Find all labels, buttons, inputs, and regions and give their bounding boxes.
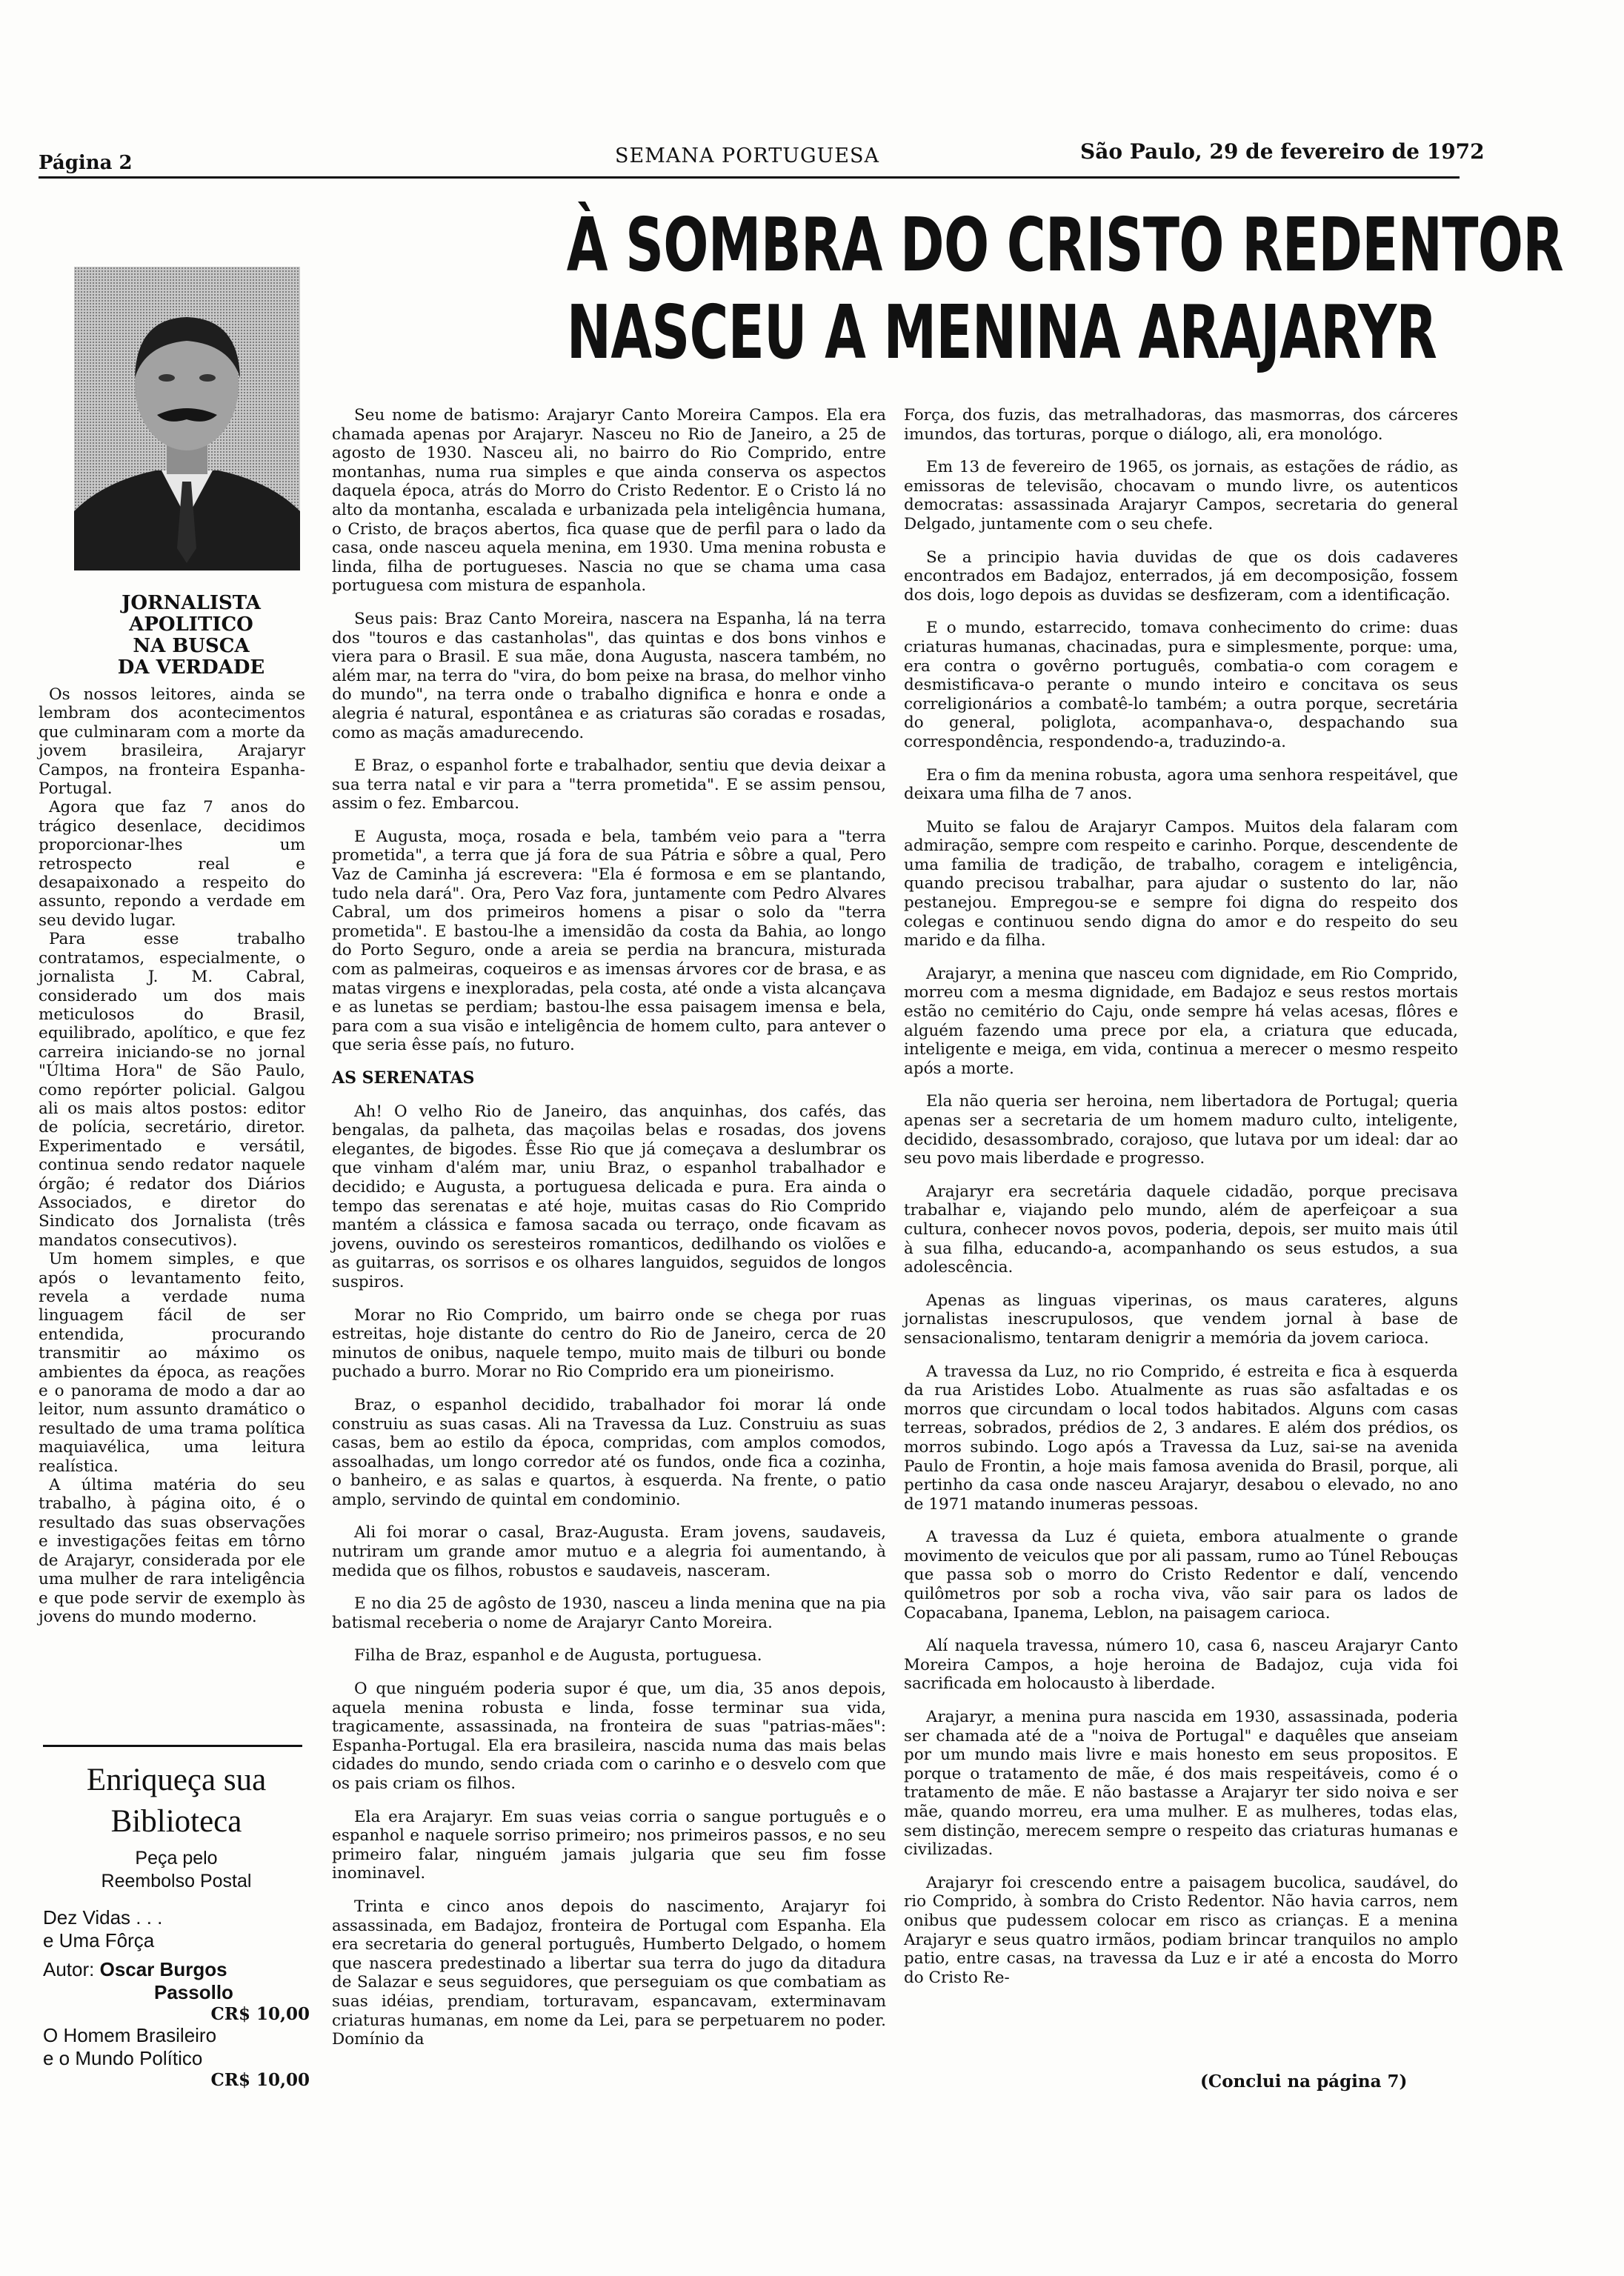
journalist-photo <box>74 267 300 570</box>
article-paragraph: Arajaryr, a menina que nasceu com dignidade, em Rio Comprido, morreu com a mesma dignidade, em Badajoz e seus restos mortais estão no cemitério do Caju, onde sempre há velas acesas, flôres e alguém fazendo uma prece por ela, a criatura que educada, inteligente e meiga, em vida, continua a merecer o mesmo respeito após a morte. <box>904 964 1458 1078</box>
sidebar-paragraph: Um homem simples, e que após o levantamento feito, revela a verdade numa linguagem fácil de ser entendida, procurando transmitir ao máximo os ambientes da época, as reações e o panorama de modo a dar ao leitor, num assunto dramático o resultado de uma trama política maquiavélica, uma leitura realística. <box>39 1250 305 1476</box>
article-paragraph: Alí naquela travessa, número 10, casa 6, nasceu Arajaryr Canto Moreira Campos, a hoje heroina de Badajoz, cuja vida foi sacrificada em holocausto à liberdade. <box>904 1637 1458 1694</box>
article-paragraph: Filha de Braz, espanhol e de Augusta, portuguesa. <box>354 1646 762 1666</box>
article-paragraph: Força, dos fuzis, das metralhadoras, das masmorras, dos cárceres imundos, das torturas, porque o diálogo, ali, era monológo. <box>904 406 1458 444</box>
article-paragraph: Ah! O velho Rio de Janeiro, das anquinhas, dos cafés, das bengalas, da palheta, das maçoilas belas e rosadas, dos jovens elegantes, de bigodes. Êsse Rio que já começava a deslumbrar os que vinham d'além mar, uniu Braz, o espanhol trabalhador e decidido; e Augusta, a portuguesa delicada e pura. Era ainda o tempo das serenatas e até hoje, muitas casas do Rio Comprido mantém a clássica e famosa sacada ou terraço, onde ficavam as jovens, ouvindo os seresteiros romanticos, dedilhando os violões e as guitarras, os sorrisos e os olhares languidos, seguidos de longos suspiros. <box>332 1102 886 1291</box>
sidebar-rule <box>43 1745 302 1747</box>
author-name: Oscar Burgos <box>99 1958 227 1980</box>
book-1-title: e Uma Fôrça <box>43 1929 155 1951</box>
ad-title-line: Enriqueça sua <box>86 1763 267 1797</box>
page-number: Página 2 <box>39 152 133 174</box>
ad-title <box>43 1760 310 1843</box>
sidebar-text <box>39 685 305 1626</box>
book-2-title: O Homem Brasileiro <box>43 2024 217 2046</box>
book-advertisement <box>43 1760 310 2090</box>
sidebar-heading-line: JORNALISTA <box>122 592 261 614</box>
sidebar-paragraph: Os nossos leitores, ainda se lembram dos acontecimentos que culminaram com a morte da jovem brasileira, Arajaryr Campos, na fronteira Espanha-Portugal. <box>39 685 305 799</box>
section-subhead: AS SERENATAS <box>332 1068 475 1088</box>
sidebar-heading-line: DA VERDADE <box>117 656 265 679</box>
book-1-title: Dez Vidas . . . <box>43 1906 163 1929</box>
headline-line-2: NASCEU A MENINA ARAJARYR <box>566 289 1437 376</box>
article-paragraph: A travessa da Luz é quieta, embora atualmente o grande movimento de veiculos que por ali passam, rumo ao Túnel Rebouças que passa sob o morro do Cristo Redentor e dalí, vencendo quilômetros por sob a rocha viva, vão sair para os lados de Copacabana, Ipanema, Leblon, na paisagem carioca. <box>904 1528 1458 1623</box>
header-rule <box>39 176 1460 179</box>
article-paragraph: Apenas as linguas viperinas, os maus carateres, alguns jornalistas inescrupulosos, que vendem jornal à base de sensacionalismo, tentaram denigrir a memória da jovem carioca. <box>904 1291 1458 1348</box>
headline-line-1: À SOMBRA DO CRISTO REDENTOR <box>566 202 1563 288</box>
book-author <box>43 1958 310 1981</box>
article-paragraph: Arajaryr foi crescendo entre a paisagem bucolica, saudável, do rio Comprido, à sombra do Cristo Redentor. Não havia carros, nem onibus que pudessem colocar em risco as crianças. E a menina Arajaryr e seus quatro irmãos, podiam brincar tranquilos no amplo patio, entre casas, na travessa da Luz e ir até a encosta do Morro do Cristo Re- <box>904 1873 1458 1987</box>
book-2-title: e o Mundo Político <box>43 2047 203 2069</box>
article-paragraph: Em 13 de fevereiro de 1965, os jornais, as estações de rádio, as emissoras de televisão, chocavam o mundo livre, os autenticos democratas: assassinada Arajaryr Campos, secretaria do general Delgado, juntamente com o seu chefe. <box>904 458 1458 533</box>
article-paragraph: Muito se falou de Arajaryr Campos. Muitos dela falaram com admiração, sempre com respeito e carinho. Porque, descendente de uma familia de tradição, de trabalho, coragem e inteligência, quando precisou trabalhar, para ajudar o sustento do lar, não pestanejou. Empregou-se e sempre foi digna do respeito dos colegas e continuou sendo digna do amor e do respeito do seu marido e da filha. <box>904 817 1458 951</box>
headline <box>566 202 1563 376</box>
continuation-note: (Conclui na página 7) <box>1200 2072 1408 2092</box>
article-column-1 <box>332 406 886 2063</box>
article-paragraph: A travessa da Luz, no rio Comprido, é estreita e fica à esquerda da rua Aristides Lobo. Atualmente as ruas são asfaltadas e os morros que circundam o local todos habitados. Alguns com casas terreas, sobrados, prédios de 2, 3 andares. E além dos prédios, os morros subindo. Logo após a Travessa da Luz, sai-se na avenida Paulo de Frontin, a hoje mais famosa avenida do Brasil, porque, ali pertinho da casa onde nasceu Arajaryr, desabou o elevado, no ano de 1971 matando inumeras pessoas. <box>904 1362 1458 1514</box>
article-paragraph: Ela era Arajaryr. Em suas veias corria o sangue português e o espanhol e naquele sorriso primeiro; nos primeiros passos, e no seu primeiro falar, ninguém jamais julgaria que seu fim fosse inominavel. <box>332 1807 886 1883</box>
article-paragraph: Morar no Rio Comprido, um bairro onde se chega por ruas estreitas, hoje distante do centro do Rio de Janeiro, cerca de 20 minutos de onibus, naquele tempo, muito mais de tilburi ou bonde puchado a burro. Morar no Rio Comprido era um pioneirismo. <box>332 1305 886 1382</box>
sidebar-heading-line: NA BUSCA <box>133 635 250 657</box>
sidebar-paragraph: Para esse trabalho contratamos, especialmente, o jornalista J. M. Cabral, considerado um dos mais meticulosos do Brasil, equilibrado, apolítico, e que fez carreira iniciando-se no jornal "Última Hora" de São Paulo, como repórter policial. Galgou ali os mais altos postos: editor de polícia, secretário, diretor. Experimentado e versátil, continua sendo redator naquele órgão; é redator dos Diários Associados, e diretor do Sindicato dos Jornalista (três mandatos consecutivos). <box>39 930 305 1250</box>
article-paragraph: Era o fim da menina robusta, agora uma senhora respeitável, que deixara uma filha de 7 anos. <box>904 765 1458 804</box>
article-paragraph: E Augusta, moça, rosada e bela, também veio para a "terra prometida", a terra que já fora de sua Pátria e sôbre a qual, Pero Vaz de Caminha já escrevera: "Ela é formosa e em se plantando, tudo nela dará". Ora, Pero Vaz fora, juntamente com Pedro Alvares Cabral, um dos primeiros homens a pisar o solo da "terra prometida". E bastou-lhe a imensidão da costa da Bahia, ao longo do Porto Seguro, onde a areia se perdia na brancura, misturada com as palmeiras, coqueiros e as imensas árvores cor de brasa, e as matas virgens e inexploradas, pela costa, até onde a vista alcançava e as lunetas se perdiam; bastou-lhe essa paisagem imensa e bela, para com a sua visão e inteligência de homem culto, para antever o que seria êsse país, no futuro. <box>332 827 886 1055</box>
issue-date: São Paulo, 29 de fevereiro de 1972 <box>1080 139 1485 164</box>
article-paragraph: E o mundo, estarrecido, tomava conhecimento do crime: duas criaturas humanas, chacinadas, pura e simplesmente, porque: uma, era contra o govêrno português, combatia-o com coragem e desmistificava-o perante o mundo inteiro e concitava os seus correligionários a combatê-lo também; a outra porque, secretária do general, poliglota, acompanhava-o, despachando sua correspondência, respondendo-a, traduzindo-a. <box>904 619 1458 751</box>
newspaper-name: SEMANA PORTUGUESA <box>615 144 880 167</box>
sidebar-heading-line: APOLITICO <box>129 613 253 636</box>
sidebar-paragraph: A última matéria do seu trabalho, à página oito, é o resultado das suas observações e investigações feitas em tôrno de Arajaryr, considerada por ele uma mulher de rara inteligência e que pode servir de exemplo às jovens do mundo moderno. <box>39 1476 305 1626</box>
ad-subtitle-line: Peça pelo <box>135 1848 218 1869</box>
article-paragraph: Seus pais: Braz Canto Moreira, nascera na Espanha, lá na terra dos "touros e das castanholas", das quintas e dos bons vinhos e viera para o Brasil. E sua mãe, dona Augusta, nascera também, no além mar, na terra do "vira, do bom peixe na brasa, do melhor vinho do mundo", na terra onde o trabalho dignifica e honra e onde a alegria é natural, espontânea e as criaturas são coradas e rosadas, como as maçãs amadurecendo. <box>332 609 886 742</box>
author-name: Passollo <box>154 1981 233 2003</box>
ad-title-line: Biblioteca <box>110 1804 242 1839</box>
article-paragraph: Braz, o espanhol decidido, trabalhador foi morar lá onde construiu as suas casas. Ali na Travessa da Luz. Construiu as suas casas, bem ao estilo da época, compridas, com amplos comodos, assoalhadas, um longo corredor até os fundos, onde fica a cozinha, o banheiro, e as salas e quartos, à esquerda. Na frente, o patio amplo, servindo de quintal em condominio. <box>332 1395 886 1509</box>
article-paragraph: E Braz, o espanhol forte e trabalhador, sentiu que devia deixar a sua terra natal e vir para a "terra prometida". E se assim pensou, assim o fez. Embarcou. <box>332 756 886 813</box>
article-paragraph: O que ninguém poderia supor é que, um dia, 35 anos depois, aquela menina robusta e linda, fosse terminar sua vida, tragicamente, assassinada, na fronteira de suas "patrias-mães": Espanha-Portugal. Ela era brasileira, nascida numa das mais belas cidades do mundo, sendo criada com o carinho e o desvelo com que os pais criam os filhos. <box>332 1680 886 1793</box>
article-paragraph: Ela não queria ser heroina, nem libertadora de Portugal; queria apenas ser a secretaria de um homem maduro culto, inteligente, decidido, desassombrado, corajoso, que lutava por um ideal: dar ao seu povo mais liberdade e progresso. <box>904 1092 1458 1168</box>
article-paragraph: Se a principio havia duvidas de que os dois cadaveres encontrados em Badajoz, enterrados, já em decomposição, fossem dos dois, logo depois as duvidas se desfizeram, com a identificação. <box>904 548 1458 605</box>
sidebar-heading <box>65 593 317 679</box>
ad-subtitle-line: Reembolso Postal <box>101 1871 252 1891</box>
book-2-price: CR$ 10,00 <box>210 2070 310 2090</box>
author-label: Autor: <box>43 1958 95 1980</box>
article-paragraph: Arajaryr era secretária daquele cidadão, porque precisava trabalhar e, viajando pelo mundo, além de aperfeiçoar a sua cultura, conhecer novos povos, poderia, depois, ser muito mais útil à sua filha, educando-a, acompanhando os seus estudos, a sua adolescência. <box>904 1182 1458 1277</box>
article-column-2 <box>904 406 1458 2001</box>
article-paragraph: Arajaryr, a menina pura nascida em 1930, assassinada, poderia ser chamada até de a "noiva de Portugal" e daquêles que anseiam por um mundo mais livre e mais honesto em seus propositos. E porque o tratamento de mãe, é dos mais respeitáveis, como é o tratamento de mãe. E não bastasse a Arajaryr ter sido noiva e ser mãe, quando morreu, era uma mulher. E as mulheres, todas elas, sem distinção, merecem sempre o respeito das criaturas humanas e civilizadas. <box>904 1708 1458 1860</box>
article-paragraph: Ali foi morar o casal, Braz-Augusta. Eram jovens, saudaveis, nutriram um grande amor mutuo e a alegria foi aumentando, à medida que os filhos, robustos e saudaveis, nasceram. <box>332 1523 886 1580</box>
article-paragraph: Trinta e cinco anos depois do nascimento, Arajaryr foi assassinada, em Badajoz, fronteira de Portugal com Espanha. Ela era secretaria do general português, Humberto Delgado, o homem que nascera predestinado a libertar sua terra do jugo da ditadura de Salazar e seus seguidores, que perseguiam os que combatiam as suas idéias, prendiam, torturavam, espancavam, exterminavam criaturas humanas, em nome da Lei, para se perpetuarem no poder. Domínio da <box>332 1897 886 2049</box>
sidebar-paragraph: Agora que faz 7 anos do trágico desenlace, decidimos proporcionar-lhes um retrospecto real e desapaixonado a respeito do assunto, repondo a verdade em seu devido lugar. <box>39 798 305 930</box>
article-paragraph: Seu nome de batismo: Arajaryr Canto Moreira Campos. Ela era chamada apenas por Arajaryr. Nasceu no Rio de Janeiro, a 25 de agosto de 1930. Nasceu ali, no bairro do Rio Comprido, entre montanhas, numa rua simples e que ainda conserva os aspectos daquela época, atrás do Morro do Cristo Redentor. E o Cristo lá no alto da montanha, escalada e urbanizada pela inteligência humana, o Cristo, de braços abertos, fica quase que de perfil para o lado da casa, onde nasceu aquela menina, em 1930. Uma menina robusta e linda, filha de portugueses. Nascia no que se chama uma casa portuguesa com mistura de espanhola. <box>332 406 886 596</box>
article-paragraph: E no dia 25 de agôsto de 1930, nasceu a linda menina que na pia batismal receberia o nome de Arajaryr Canto Moreira. <box>332 1594 886 1632</box>
ad-subtitle <box>43 1847 310 1893</box>
book-1-price: CR$ 10,00 <box>210 2004 310 2024</box>
